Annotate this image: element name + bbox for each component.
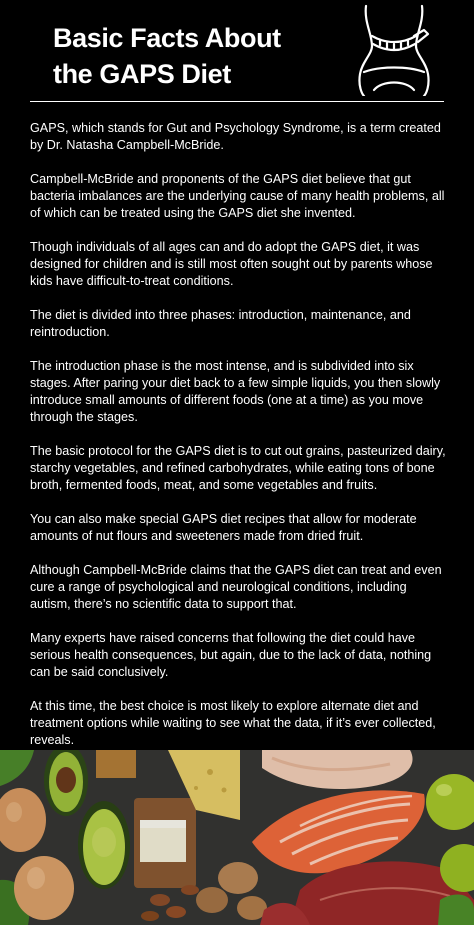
food-photo-illustration <box>0 750 474 925</box>
paragraph: The introduction phase is the most intense, and is subdivided into six stages. After paring your diet back to a few simple liquids, you then slowly introduce small amounts of different foods (one at a time) as you move through the stages. <box>30 359 441 424</box>
food-photo <box>0 750 474 925</box>
header-divider <box>30 101 444 102</box>
facts-body <box>30 120 448 766</box>
paragraph: Campbell-McBride and proponents of the GAPS diet believe that gut bacteria imbalances are the underlying cause of many health problems, all of which can be treated using the GAPS diet she invented. <box>30 172 445 220</box>
paragraph: The basic protocol for the GAPS diet is to cut out grains, pasteurized dairy, starchy vegetables, and refined carbohydrates, while eating tons of bone broth, fermented foods, meat, and some vegetables and fruits. <box>30 444 446 492</box>
waist-measuring-tape-icon <box>352 2 436 96</box>
paragraph: You can also make special GAPS diet recipes that allow for moderate amounts of nut flours and sweeteners made from dried fruit. <box>30 512 417 543</box>
page-title <box>53 20 343 92</box>
paragraph: Though individuals of all ages can and do adopt the GAPS diet, it was designed for children and is still most often sought out by parents whose kids have difficult-to-treat conditions. <box>30 240 433 288</box>
page-title-line-1: Basic Facts About <box>53 23 281 53</box>
paragraph: GAPS, which stands for Gut and Psychology Syndrome, is a term created by Dr. Natasha Campbell-McBride. <box>30 121 441 152</box>
page-title-line-2: the GAPS Diet <box>53 59 231 89</box>
paragraph: Although Campbell-McBride claims that the GAPS diet can treat and even cure a range of psychological and neurological conditions, including autism, there’s no scientific data to support that. <box>30 563 442 611</box>
paragraph: At this time, the best choice is most likely to explore alternate diet and treatment options while waiting to see what the data, if it’s ever collected, reveals. <box>30 699 436 747</box>
header <box>0 0 474 104</box>
paragraph: Many experts have raised concerns that following the diet could have serious health consequences, but again, due to the lack of data, nothing can be said conclusively. <box>30 631 432 679</box>
paragraph: The diet is divided into three phases: introduction, maintenance, and reintroduction. <box>30 308 411 339</box>
